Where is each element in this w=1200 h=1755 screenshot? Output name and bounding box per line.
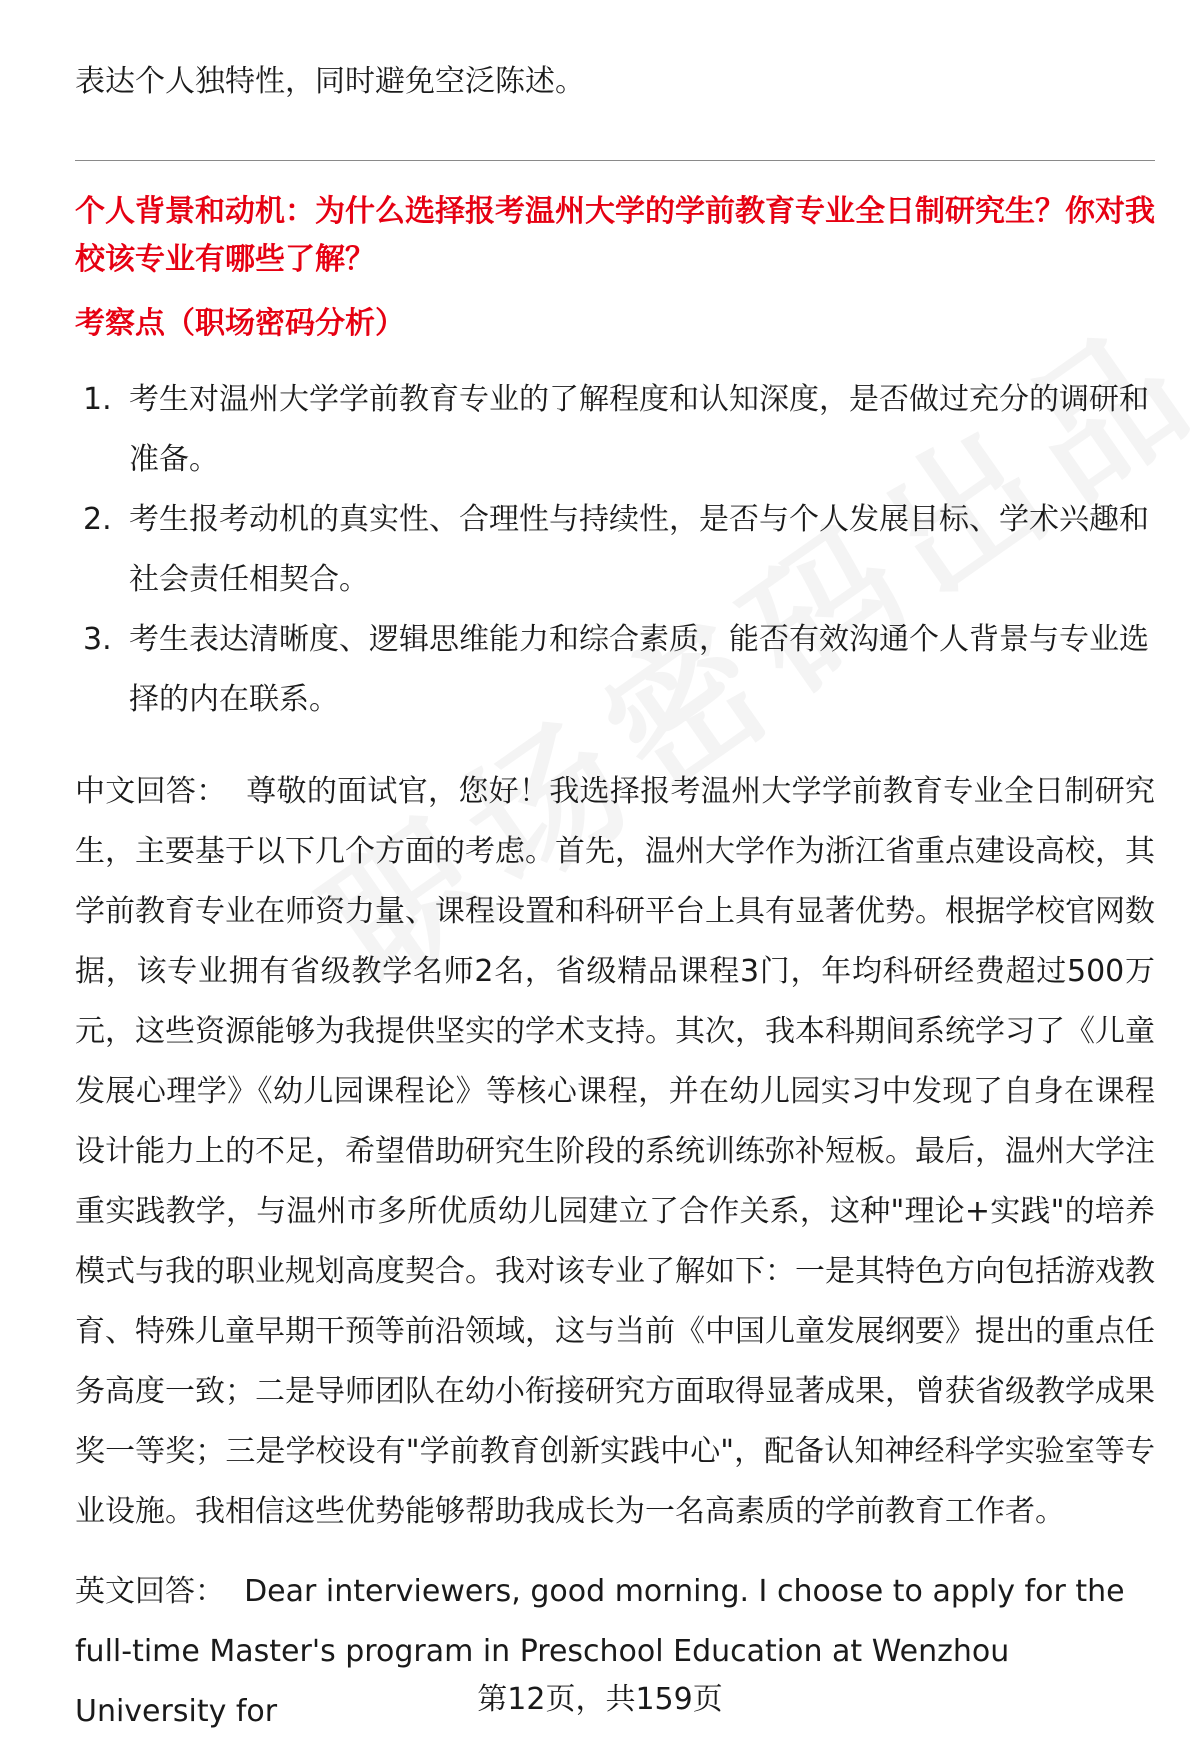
page-number-footer: 第12页，共159页 (477, 1682, 723, 1717)
list-item-text: 考生表达清晰度、逻辑思维能力和综合素质，能否有效沟通个人背景与专业选择的内在联系。 (129, 622, 1149, 717)
chinese-answer-text: 尊敬的面试官，您好！我选择报考温州大学学前教育专业全日制研究生，主要基于以下几个方面的考虑。首先，温州大学作为浙江省重点建设高校，其学前教育专业在师资力量、课程设置和科研平台上具有显著优势。根据学校官网数据，该专业拥有省级教学名师2名，省级精品课程3门，年均科研经费超过500万元，这些资源能够为我提供坚实的学术支持。其次，我本科期间系统学习了《儿童发展心理学》《幼儿园课程论》等核心课程，并在幼儿园实习中发现了自身在课程设计能力上的不足，希望借助研究生阶段的系统训练弥补短板。最后，温州大学注重实践教学，与温州市多所优质幼儿园建立了合作关系，这种"理论+实践"的培养模式与我的职业规划高度契合。我对该专业了解如下：一是其特色方向包括游戏教育、特殊儿童早期干预等前沿领域，这与当前《中国儿童发展纲要》提出的重点任务高度一致；二是导师团队在幼小衔接研究方面取得显著成果，曾获省级教学成果奖一等奖；三是学校设有"学前教育创新实践中心"，配备认知神经科学实验室等专业设施。我相信这些优势能够帮助我成长为一名高素质的学前教育工作者。 (75, 774, 1156, 1529)
list-item-number: 1. (83, 382, 112, 417)
list-item-text: 考生报考动机的真实性、合理性与持续性，是否与个人发展目标、学术兴趣和社会责任相契合。 (129, 502, 1149, 597)
chinese-answer-paragraph (75, 762, 1155, 1542)
assessment-points-list (75, 370, 1155, 730)
list-item-number: 3. (83, 622, 112, 657)
assessment-points-title: 考察点（职场密码分析） (75, 306, 405, 341)
intro-tail-text: 表达个人独特性，同时避免空泛陈述。 (75, 64, 585, 99)
english-answer-label: 英文回答： (75, 1574, 225, 1609)
list-item-text: 考生对温州大学学前教育专业的了解程度和认知深度，是否做过充分的调研和准备。 (129, 382, 1149, 477)
list-item (75, 370, 1155, 490)
chinese-answer-label: 中文回答： (75, 774, 227, 809)
question-heading: 个人背景和动机：为什么选择报考温州大学的学前教育专业全日制研究生？你对我校该专业有哪些了解？ (75, 194, 1155, 277)
list-item (75, 490, 1155, 610)
english-answer-text: Dear interviewers, good morning. I choose to apply for the full-time Master's program in Preschool Education at Wenzhou University for (75, 1574, 1125, 1729)
section-divider (75, 160, 1155, 161)
list-item-number: 2. (83, 502, 112, 537)
list-item (75, 610, 1155, 730)
